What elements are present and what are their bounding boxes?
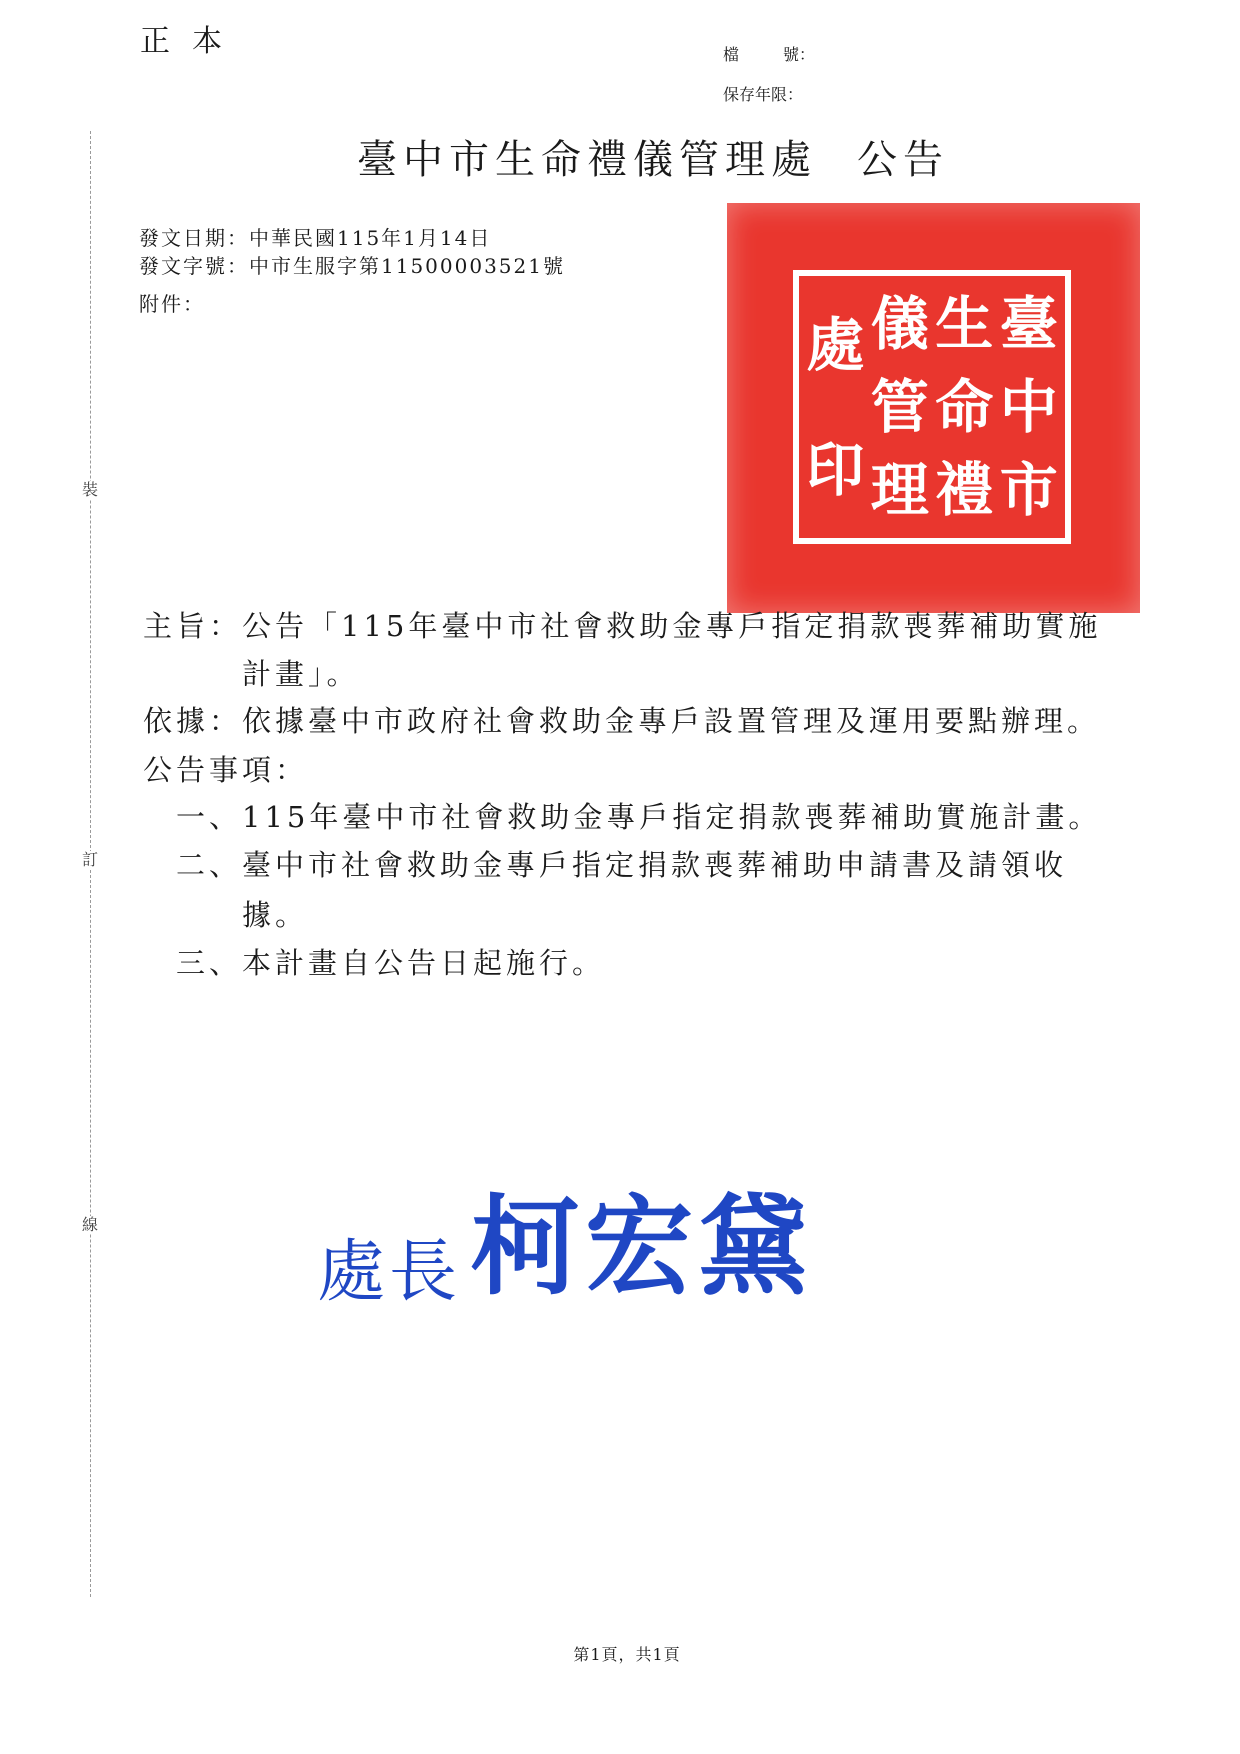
seal-column-2 <box>935 282 993 532</box>
binding-mark-ding: 訂 <box>82 850 99 869</box>
seal-inner-frame <box>793 270 1071 544</box>
seal-char: 理 <box>870 456 929 525</box>
signature-title: 處長 <box>317 1233 462 1312</box>
seal-char: 管 <box>870 372 929 441</box>
document-type: 公告 <box>857 137 949 183</box>
seal-char: 中 <box>999 372 1058 441</box>
announcement-items-heading: 公告事項： <box>143 753 309 787</box>
announcement-item: 二、臺中市社會救助金專戶指定捐款喪葬補助申請書及請領收 <box>176 848 1068 882</box>
seal-column-1 <box>1000 282 1058 532</box>
file-number-field <box>723 42 815 65</box>
director-signature-stamp <box>317 1160 813 1315</box>
issue-date: 發文日期：中華民國115年1月14日 <box>139 226 492 250</box>
seal-char: 印 <box>806 435 865 504</box>
agency-name: 臺中市生命禮儀管理處 <box>357 137 817 183</box>
official-seal-stamp <box>727 203 1140 613</box>
attachment-field: 附件： <box>139 292 205 316</box>
signature-name: 柯宏黛 <box>471 1184 814 1310</box>
subject-line-continued: 計畫」。 <box>242 657 360 691</box>
file-number-label-suffix: 號： <box>783 45 816 64</box>
seal-char: 市 <box>999 456 1058 525</box>
announcement-item: 一、115年臺中市社會救助金專戶指定捐款喪葬補助實施計畫。 <box>176 800 1102 834</box>
announcement-item-continued: 據。 <box>242 898 309 932</box>
binding-mark-zhuang: 裝 <box>82 480 99 499</box>
seal-char: 臺 <box>999 289 1058 358</box>
subject-line: 主旨：公告「115年臺中市社會救助金專戶指定捐款喪葬補助實施 <box>143 609 1102 643</box>
copy-label: 正本 <box>140 24 244 59</box>
reference-number: 發文字號：中市生服字第11500003521號 <box>139 254 565 278</box>
seal-char: 生 <box>935 289 994 358</box>
page-number: 第1頁，共1頁 <box>573 1645 681 1664</box>
seal-char: 命 <box>935 372 994 441</box>
retention-period-field: 保存年限： <box>723 85 804 104</box>
seal-char: 儀 <box>870 289 929 358</box>
seal-column-3 <box>871 282 929 532</box>
binding-mark-xian: 線 <box>82 1215 99 1234</box>
seal-char: 處 <box>806 310 865 379</box>
announcement-item: 三、本計畫自公告日起施行。 <box>176 946 606 980</box>
seal-char: 禮 <box>935 456 994 525</box>
seal-column-4 <box>806 282 864 532</box>
file-number-label: 檔 <box>723 45 740 64</box>
basis-line: 依據：依據臺中市政府社會救助金專戶設置管理及運用要點辦理。 <box>143 704 1101 738</box>
page-title <box>357 128 949 185</box>
